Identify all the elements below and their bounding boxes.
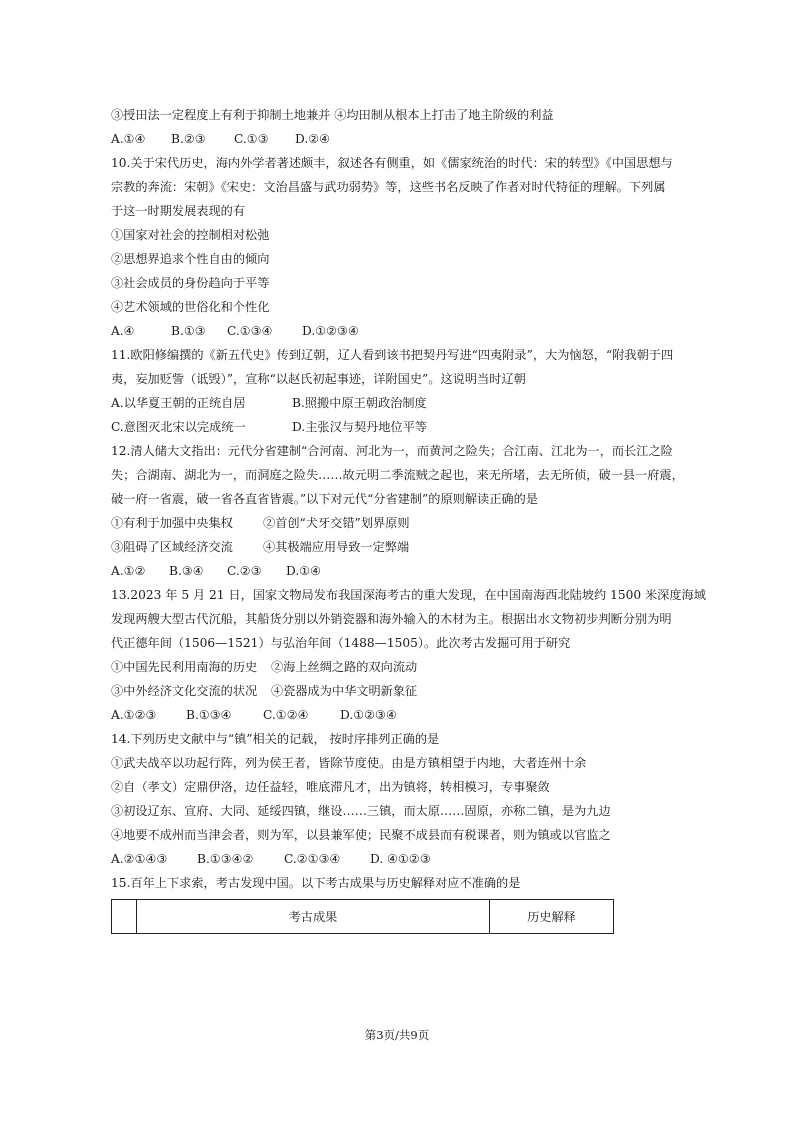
q11-stem-line-2: 夷，妄加贬訾（诋毁）”，宣称“以赵氏初起事迹，详附国史”。这说明当时辽朝	[111, 372, 526, 386]
option-a: A.①④	[111, 132, 146, 146]
q13-item-4: ④瓷器成为中华文明新象征	[271, 684, 418, 698]
option-c: C.②③	[227, 564, 262, 578]
table-header-interpretation: 历史解释	[490, 900, 614, 934]
option-b: B.②③	[171, 132, 206, 146]
q12-item-2: ②首创“犬牙交错”划界原则	[263, 516, 410, 530]
q12-item-1: ①有利于加强中央集权	[111, 516, 233, 530]
table-header-findings: 考古成果	[137, 900, 490, 934]
q13-items-row-1	[111, 659, 417, 675]
q12-options	[111, 563, 321, 579]
q10-item-3: ③社会成员的身份趋向于平等	[111, 276, 270, 290]
q13-item-1: ①中国先民利用南海的历史	[111, 660, 258, 674]
q14-item-4: ④地要不成州而当津会者，则为军，以县兼军使；民聚不成县而有税课者，则为镇或以官监之	[111, 828, 611, 842]
q10-options	[111, 323, 359, 339]
q14-options	[111, 851, 431, 867]
table-header-index	[112, 900, 137, 934]
option-a: A.②①④③	[111, 852, 168, 866]
option-a: A.④	[111, 324, 135, 338]
q15-table	[111, 899, 614, 934]
q14-item-1: ①武夫战卒以功起行阵，列为侯王者，皆除节度使。由是方镇相望于内地，大者连州十余	[111, 756, 587, 770]
q13-stem-line-3: 代正德年间（1506—1521）与弘治年间（1488—1505）。此次考古发掘可用于研究	[111, 636, 571, 650]
option-b: B.①③④②	[197, 852, 254, 866]
q12-items-row-1	[111, 515, 410, 531]
option-c: C.①③④	[227, 324, 273, 338]
q12-item-3: ③阻碍了区域经济交流	[111, 540, 233, 554]
q11-stem-line-1: 11.欧阳修编撰的《新五代史》传到辽朝，辽人看到该书把契丹写进“四夷附录”，大为恼怒，“附我朝于四	[111, 348, 674, 362]
option-b: B.照搬中原王朝政治制度	[292, 396, 427, 410]
q10-item-2: ②思想界追求个性自由的倾向	[111, 252, 270, 266]
q10-stem-line-2: 宗教的奔流：宋朝》《宋史：文治昌盛与武功弱势》等，这些书名反映了作者对时代特征的理解。下列属	[111, 180, 666, 194]
table-header-row	[112, 900, 614, 934]
q13-item-3: ③中外经济文化交流的状况	[111, 684, 258, 698]
q13-stem-line-2: 发现两艘大型古代沉船，其船货分别以外销瓷器和海外输入的木材为主。根据出水文物初步判断分别为明	[111, 612, 672, 626]
option-c: C.①②④	[263, 708, 309, 722]
q15-stem: 15.百年上下求索，考古发现中国。以下考古成果与历史解释对应不准确的是	[111, 876, 521, 890]
page-footer: 第3页/共9页	[364, 1028, 430, 1042]
q10-item-4: ④艺术领域的世俗化和个性化	[111, 300, 270, 314]
q12-stem-line-2: 失；合湖南、湖北为一，而洞庭之险失……故元明二季流贼之起也，来无所堵，去无所侦，破一县一府震，	[111, 468, 684, 482]
option-a: A.①②③	[111, 708, 157, 722]
option-a: A.以华夏王朝的正统自居	[111, 396, 246, 410]
q11-options-row-2	[111, 419, 427, 435]
q12-stem-line-1: 12.清人储大文指出：元代分省建制“合河南、河北为一，而黄河之险失；合江南、江北为一，而长江之险	[111, 444, 673, 458]
option-c: C.意图灭北宋以完成统一	[111, 420, 246, 434]
q13-stem-line-1: 13.2023 年 5 月 21 日，国家文物局发布我国深海考古的重大发现，在中国南海西北陆坡约 1500 米深度海域	[111, 588, 706, 602]
q10-stem-line-3: 于这一时期发展表现的有	[111, 204, 246, 218]
option-b: B.①③④	[186, 708, 232, 722]
q12-stem-line-3: 破一府一省震，破一省各直省皆震。”以下对元代“分省建制”的原则解读正确的是	[111, 492, 538, 506]
q10-stem-line-1: 10.关于宋代历史，海内外学者著述颇丰，叙述各有侧重，如《儒家统治的时代：宋的转型》《中国思想与	[111, 156, 673, 170]
q14-item-3: ③初设辽东、宣府、大同、延绥四镇，继设……三镇，而太原……固原，亦称二镇，是为九边	[111, 804, 611, 818]
q9-options	[111, 131, 330, 147]
option-a: A.①②	[111, 564, 146, 578]
option-d: D.①④	[286, 564, 322, 578]
option-b: B.①③	[171, 324, 206, 338]
q14-item-2: ②自（孝文）定鼎伊洛，边任益轻，唯底滞凡才，出为镇将，转相模习，专事聚敛	[111, 780, 550, 794]
option-d: D.主张汉与契丹地位平等	[292, 420, 428, 434]
option-d: D.①②③④	[302, 324, 359, 338]
q13-items-row-2	[111, 683, 417, 699]
q12-items-row-2	[111, 539, 409, 555]
q9-statement-line: ③授田法一定程度上有利于抑制土地兼并 ④均田制从根本上打击了地主阶级的利益	[111, 108, 554, 122]
option-c: C.①③	[234, 132, 269, 146]
option-c: C.②①③④	[284, 852, 341, 866]
q13-options	[111, 707, 397, 723]
option-d: D.②④	[295, 132, 331, 146]
q13-item-2: ②海上丝绸之路的双向流动	[271, 660, 418, 674]
option-d: D. ④①②③	[370, 852, 431, 866]
q11-options-row-1	[111, 395, 427, 411]
option-b: B.③④	[169, 564, 204, 578]
option-d: D.①②③④	[340, 708, 397, 722]
q10-item-1: ①国家对社会的控制相对松弛	[111, 228, 270, 242]
q14-stem: 14.下列历史文献中与“镇”相关的记载， 按时序排列正确的是	[111, 732, 440, 746]
q12-item-4: ④其极端应用导致一定弊端	[263, 540, 410, 554]
